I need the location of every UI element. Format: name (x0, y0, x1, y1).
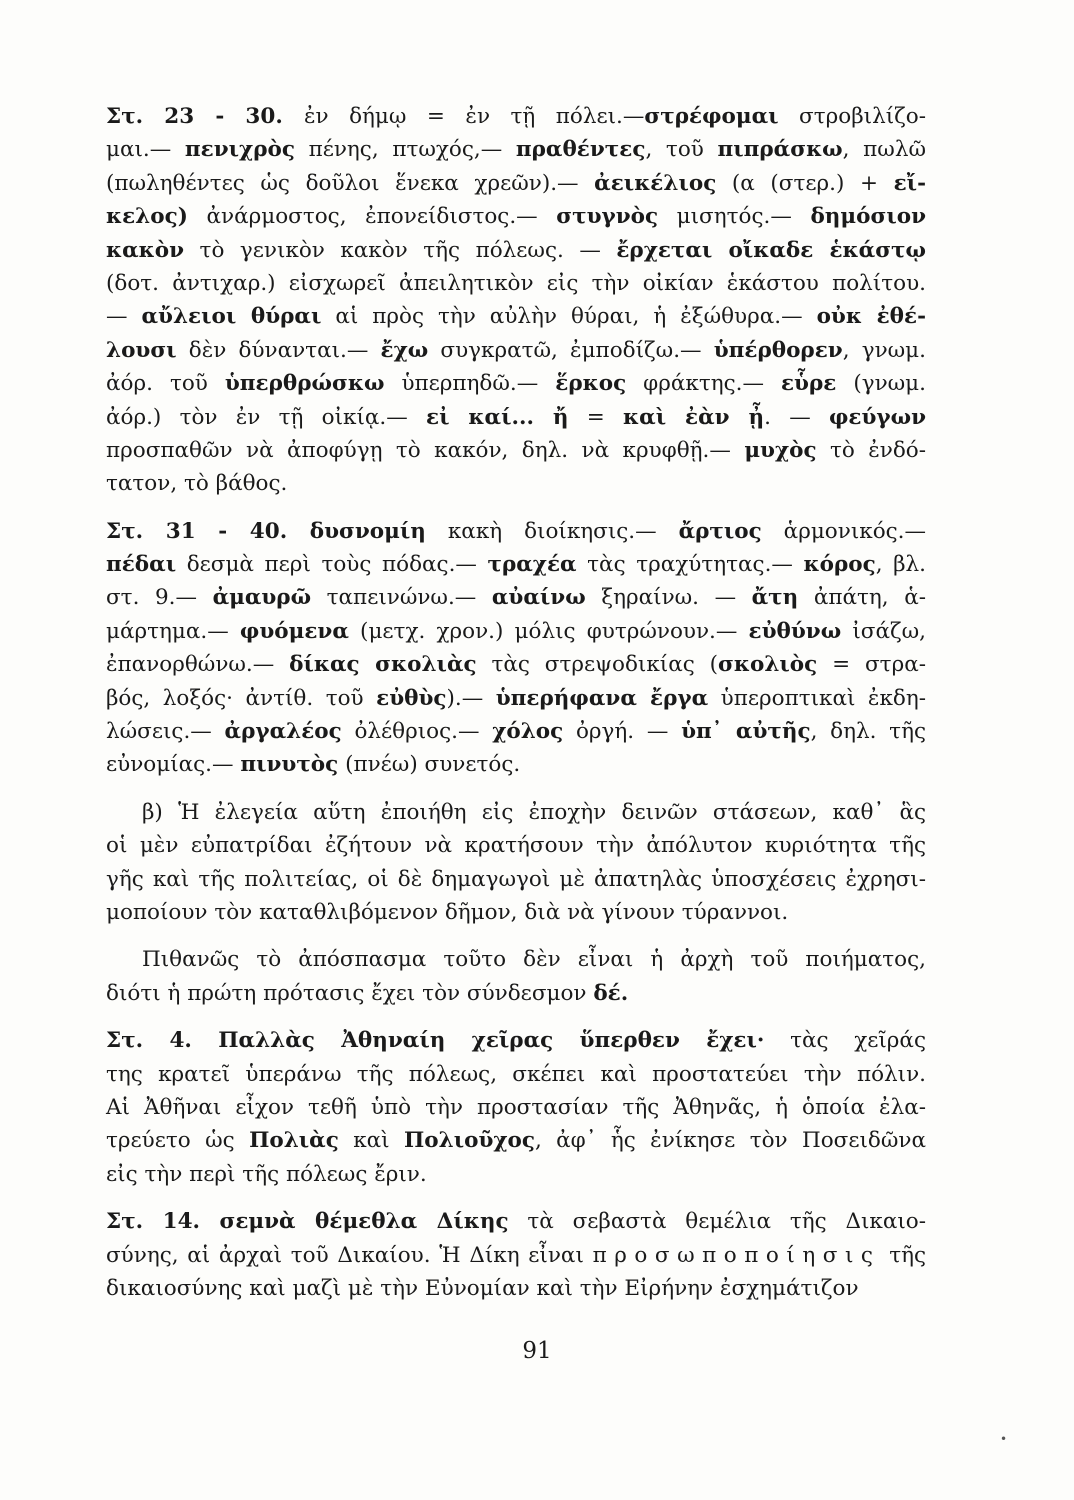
gloss-text: τρεύετο ὡς (106, 1128, 250, 1154)
text-line (106, 648, 926, 681)
page-number: 91 (522, 1338, 552, 1364)
lemma-bold: αὔλειοι θύραι (141, 304, 322, 330)
lemma-bold: ὑπέρθορεν (713, 337, 843, 363)
text-line (106, 1124, 926, 1157)
gloss-text: τατον, τὸ βάθος. (106, 471, 288, 497)
text-line (106, 581, 926, 614)
gloss-text: τὰς τραχύτητας.— (576, 552, 804, 578)
gloss-text: ἀόρ.) τὸν ἐν τῇ οἰκίᾳ.— (106, 404, 427, 430)
gloss-text: μισητός.— (658, 204, 811, 230)
lemma-bold: ἔχω (380, 337, 429, 363)
gloss-text: ξηραίνω. — (585, 585, 752, 611)
gloss-text: Πιθανῶς τὸ ἀπόσπασμα τοῦτο δὲν εἶναι ἡ ἀρχὴ τοῦ ποιήματος, (142, 947, 926, 973)
paragraph-gap (106, 501, 926, 515)
lemma-bold: πινυτὸς (240, 752, 339, 778)
lemma-bold: πιπράσκω (717, 137, 843, 163)
text-line (106, 1239, 926, 1272)
text-line (106, 434, 926, 467)
lemma-bold: κόρος (803, 552, 876, 578)
gloss-text: τὸ γενικὸν κακὸν τῆς πόλεως. — (184, 237, 617, 263)
lemma-bold: εὗρε (780, 371, 837, 397)
lemma-bold: πενιχρὸς (184, 137, 295, 163)
text-line (106, 200, 926, 233)
gloss-text: κακὴ διοίκησις.— (425, 518, 679, 544)
gloss-text: σύνης, αἱ ἀρχαὶ τοῦ Δικαίου. Ἡ Δίκη εἶναι (106, 1242, 593, 1268)
text-line (106, 100, 926, 133)
gloss-text: πένης, πτωχός,— (294, 137, 516, 163)
lemma-bold: δημόσιον (810, 204, 926, 230)
gloss-text: β) Ἡ ἐλεγεία αὕτη ἐποιήθη εἰς ἐποχὴν δεινῶν στάσεων, καθ᾽ ἃς (142, 799, 926, 825)
lemma-bold: κελος) (106, 204, 188, 230)
lemma-bold: Στ. 23 - 30. (106, 104, 304, 129)
paragraph (106, 943, 926, 1010)
gloss-text: δεσμὰ περὶ τοὺς πόδας.— (176, 552, 488, 578)
gloss-text: , βλ. (875, 552, 927, 578)
gloss-text: , ἀφ᾽ ἧς ἐνίκησε τὸν Ποσειδῶνα (534, 1128, 926, 1154)
text-line (106, 467, 926, 500)
commentary-text (106, 100, 926, 1305)
lemma-bold: αὐαίνω (491, 585, 586, 611)
lemma-bold: ἄτη (751, 585, 799, 611)
gloss-text: (μετχ. χρον.) μόλις φυτρώνουν.— (348, 618, 749, 644)
gloss-text: ἐν δήμῳ = ἐν τῇ πόλει.— (303, 104, 645, 129)
gloss-text: προσπαθῶν νὰ ἀποφύγῃ τὸ κακόν, δηλ. νὰ κρυφθῇ.— (106, 437, 745, 463)
lemma-bold: ἕρκος (555, 371, 627, 397)
text-line (106, 334, 926, 367)
gloss-text: ἐπανορθώνω.— (106, 652, 290, 678)
gloss-text: — (106, 304, 142, 330)
paragraph (106, 515, 926, 782)
gloss-text: , γνωμ. (842, 337, 926, 363)
gloss-text: καὶ (338, 1128, 404, 1154)
text-line (106, 1158, 926, 1191)
paragraph-gap (106, 782, 926, 796)
text-line (106, 863, 926, 896)
gloss-text: . — (764, 404, 829, 430)
text-line (106, 896, 926, 929)
lemma-bold: Πολιὰς (249, 1128, 339, 1154)
text-line (106, 748, 926, 781)
paragraph (106, 796, 926, 930)
text-line (106, 682, 926, 715)
gloss-text: Αἱ Ἀθῆναι εἶχον τεθῆ ὑπὸ τὴν προστασίαν τῆς Ἀθηνᾶς, ἡ ὁποία ἐλα- (106, 1094, 926, 1120)
text-line (106, 133, 926, 166)
gloss-text: ).— (446, 685, 496, 711)
gloss-text: ἀόρ. τοῦ (106, 371, 225, 397)
spaced-term: προσωποποίησις (592, 1242, 881, 1268)
gloss-text: βός, λοξός· ἀντίθ. τοῦ (106, 685, 377, 711)
gloss-text: (πωληθέντες ὡς δοῦλοι ἕνεκα χρεῶν).— (106, 170, 595, 196)
gloss-text: (α (στερ.) + (716, 170, 894, 196)
gloss-text: (γνωμ. (836, 371, 926, 397)
lemma-bold: ἄρτιος (678, 518, 762, 544)
gloss-text: (πνέω) συνετός. (338, 752, 521, 778)
text-line (106, 1205, 926, 1238)
lemma-bold: στρέφομαι (644, 104, 779, 129)
gloss-text: μοποίουν τὸν καταθλιβόμενον δῆμον, διὰ νὰ γίνουν τύραννοι. (106, 899, 789, 925)
lemma-bold: φυόμενα (239, 618, 349, 644)
gloss-text: λώσεις.— (106, 719, 225, 745)
gloss-text: = στρα- (817, 652, 926, 678)
text-line (106, 548, 926, 581)
paragraph (106, 1024, 926, 1191)
paragraph-gap (106, 929, 926, 943)
gloss-text: δὲν δύνανται.— (176, 337, 381, 363)
lemma-bold: εἰ καί... ἤ (426, 404, 569, 430)
gloss-text: φράκτης.— (626, 371, 781, 397)
lemma-bold: εἴ- (893, 170, 926, 196)
gloss-text: συγκρατῶ, ἐμποδίζω.— (428, 337, 714, 363)
gloss-text: διότι ἡ πρώτη πρότασις ἔχει τὸν σύνδεσμον (106, 980, 594, 1006)
paragraph-gap (106, 1010, 926, 1024)
lemma-bold: Στ. 14. σεμνὰ θέμεθλα Δίκης (106, 1209, 509, 1235)
gloss-text: αἱ πρὸς τὴν αὐλὴν θύραι, ἡ ἐξώθυρα.— (321, 304, 817, 330)
gloss-text: τῆς (880, 1242, 927, 1268)
lemma-bold: καὶ ἐὰν ᾖ (623, 404, 765, 430)
lemma-bold: λουσι (106, 337, 177, 363)
lemma-bold: ὑπερθρώσκω (224, 371, 385, 397)
lemma-bold: πραθέντες (515, 137, 646, 163)
text-line (106, 1091, 926, 1124)
gloss-text: δικαιοσύνης καὶ μαζὶ μὲ τὴν Εὐνομίαν καὶ τὴν Εἰρήνην ἐσχημάτιζον (106, 1275, 859, 1301)
lemma-bold: ἀεικέλιος (594, 170, 717, 196)
text-line (106, 829, 926, 862)
gloss-text: ὑπεροπτικαὶ ἐκδη- (708, 685, 927, 711)
text-line (106, 401, 926, 434)
gloss-text: ἰσάζω, (841, 618, 926, 644)
gloss-text: μάρτημα.— (106, 618, 240, 644)
lemma-bold: χόλος (492, 719, 564, 745)
text-line (106, 715, 926, 748)
gloss-text: ταπεινώνω.— (311, 585, 492, 611)
gloss-text: στροβιλίζο- (778, 104, 926, 129)
lemma-bold: εὐθύνω (748, 618, 842, 644)
lemma-bold: κακὸν (106, 237, 185, 263)
gloss-text: τὸ ἐνδό- (816, 437, 926, 463)
text-line (106, 267, 926, 300)
gloss-text: , τοῦ (645, 137, 718, 163)
gloss-text: ἁρμονικός.— (761, 518, 927, 544)
lemma-bold: μυχὸς (744, 437, 817, 463)
paragraph (106, 100, 926, 501)
gloss-text: στ. 9.— (106, 585, 213, 611)
text-line (106, 234, 926, 267)
gloss-text: γῆς καὶ τῆς πολιτείας, οἱ δὲ δημαγωγοὶ μὲ ἀπατηλὰς ὑποσχέσεις ἐχρησι- (106, 866, 926, 892)
lemma-bold: τραχέα (487, 552, 577, 578)
lemma-bold: σκολιὸς (718, 652, 818, 678)
text-line (106, 367, 926, 400)
gloss-text: τὰς στρεψοδικίας ( (476, 652, 719, 678)
lemma-bold: ὑπ᾽ αὐτῆς (681, 719, 811, 745)
lemma-bold: οὐκ ἐθέ- (816, 304, 926, 330)
text-line (106, 300, 926, 333)
gloss-text: (δοτ. ἀντιχαρ.) εἰσχωρεῖ ἀπειλητικὸν εἰς τὴν οἰκίαν ἑκάστου πολίτου. (106, 270, 926, 296)
text-line (106, 615, 926, 648)
lemma-bold: δέ. (593, 980, 629, 1006)
gloss-text: εἰς τὴν περὶ τῆς πόλεως ἔριν. (106, 1161, 427, 1187)
gloss-text: της κρατεῖ ὑπεράνω τῆς πόλεως, σκέπει καὶ προστατεύει τὴν πόλιν. (106, 1061, 926, 1087)
lemma-bold: ὑπερήφανα ἔργα (495, 685, 709, 711)
text-line (106, 796, 926, 829)
lemma-bold: δίκας σκολιὰς (289, 652, 477, 678)
lemma-bold: Πολιοῦχος (403, 1128, 535, 1154)
paragraph (106, 1205, 926, 1305)
gloss-text: ὀργή. — (563, 719, 682, 745)
lemma-bold: Στ. 31 - 40. δυσνομίη (106, 518, 426, 544)
lemma-bold: πέδαι (106, 552, 177, 578)
print-speck: • (1000, 1432, 1008, 1446)
lemma-bold: ἀργαλέος (224, 719, 342, 745)
lemma-bold: φεύγων (828, 404, 926, 430)
gloss-text: οἱ μὲν εὐπατρίδαι ἐζήτουν νὰ κρατήσουν τὴν ἀπόλυτον κυριότητα τῆς (106, 833, 926, 859)
lemma-bold: στυγνὸς (556, 204, 659, 230)
lemma-bold: ἔρχεται οἴκαδε ἑκάστῳ (616, 237, 926, 263)
gloss-text: ὀλέθριος.— (341, 719, 493, 745)
gloss-text: ἀπάτη, ἁ- (798, 585, 926, 611)
text-line (106, 1272, 926, 1305)
gloss-text: εὐνομίας.— (106, 752, 241, 778)
gloss-text: , δηλ. τῆς (810, 719, 926, 745)
text-line (106, 515, 926, 548)
text-line (106, 1058, 926, 1091)
lemma-bold: Στ. 4. Παλλὰς Ἀθηναίη χεῖρας ὕπερθεν ἔχει· (106, 1028, 765, 1054)
text-line (106, 943, 926, 976)
gloss-text: = (568, 404, 624, 430)
text-line (106, 1024, 926, 1057)
lemma-bold: ἀμαυρῶ (212, 585, 312, 611)
gloss-text: τὰ σεβαστὰ θεμέλια τῆς Δικαιο- (508, 1209, 927, 1235)
gloss-text: ἀνάρμοστος, ἐπονείδιστος.— (187, 204, 557, 230)
text-line (106, 167, 926, 200)
gloss-text: , πωλῶ (842, 137, 926, 163)
lemma-bold: εὐθὺς (376, 685, 447, 711)
text-line (106, 977, 926, 1010)
gloss-text: μαι.— (106, 137, 185, 163)
gloss-text: ὑπερπηδῶ.— (384, 371, 556, 397)
paragraph-gap (106, 1191, 926, 1205)
gloss-text: τὰς χεῖράς (764, 1028, 926, 1054)
